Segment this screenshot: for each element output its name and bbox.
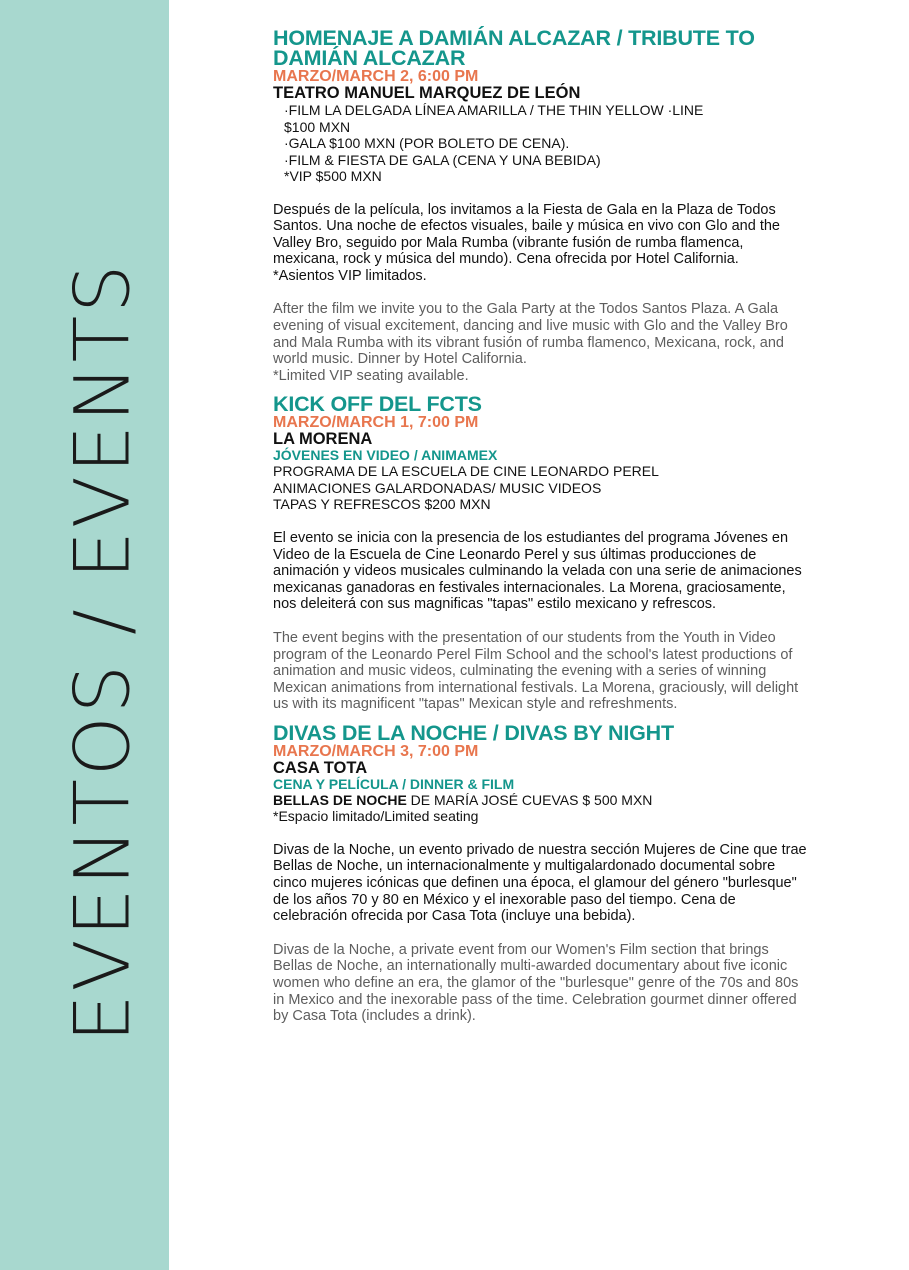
film-title: BELLAS DE NOCHE [273,791,407,808]
event-subtitle: CENA Y PELÍCULA / DINNER & FILM [273,775,515,792]
event-item: *VIP $500 MXN [284,168,382,184]
event-tribute [273,28,808,384]
event-venue: CASA TOTA [273,758,368,777]
note-en: *Limited VIP seating available. [273,367,469,384]
event-title: HOMENAJE A DAMIÁN ALCAZAR / TRIBUTE TO DAMIÁN ALCAZAR [273,26,755,70]
film-details: DE MARÍA JOSÉ CUEVAS $ 500 MXN [406,791,653,808]
event-item: ANIMACIONES GALARDONADAS/ MUSIC VIDEOS [273,479,602,496]
description-en: After the film we invite you to the Gala Party at the Todos Santos Plaza. A Gala evening of visual excitement, dancing and live music with Glo and the Valley Bro and Mala Rumba with its vibrant fusión of rumba flamenco, Mexicana, rock, and world music. Dinner by Hotel California. [273,301,788,368]
event-date: MARZO/MARCH 1, 7:00 PM [273,414,479,432]
event-date: MARZO/MARCH 2, 6:00 PM [273,68,479,85]
event-subtitle: JÓVENES EN VIDEO / ANIMAMEX [273,447,498,464]
events-content [273,28,808,1025]
note-es: *Asientos VIP limitados. [273,267,427,284]
event-item: ·FILM & FIESTA DE GALA (CENA Y UNA BEBIDA) [284,151,601,168]
event-kickoff [273,394,808,712]
description-es: Divas de la Noche, un evento privado de nuestra sección Mujeres de Cine que trae Bellas de Noche, un internacionalmente y multigalardonado documental sobre cinco mujeres icónicas que definen una época, el glamour del género "burlesque" de los años 70 y 80 en México y el inexorable paso del tiempo. Cena de celebración ofrecida por Casa Tota (incluye una bebida). [273,841,807,925]
event-divas [273,720,808,1025]
event-title: KICK OFF DEL FCTS [273,392,482,417]
event-venue: LA MORENA [273,430,373,449]
event-item: ·GALA $100 MXN (POR BOLETO DE CENA). [284,135,570,151]
sidebar [0,0,169,1270]
event-title: DIVAS DE LA NOCHE / DIVAS BY NIGHT [273,720,674,745]
event-item: PROGRAMA DE LA ESCUELA DE CINE LEONARDO PEREL [273,463,659,480]
description-es: Después de la película, los invitamos a la Fiesta de Gala en la Plaza de Todos Santos. Una noche de efectos visuales, baile y música en vivo con Glo and the Valley Bro, seguido por Mala Rumba (vibrante fusión de rumba flamenca, mexicana, rock y música del mundo). Cena ofrecida por Hotel California. [273,201,780,268]
sidebar-title: EVENTOS / EVENTS [57,261,147,1043]
event-date: MARZO/MARCH 3, 7:00 PM [273,742,479,760]
description-en: The event begins with the presentation of our students from the Youth in Video program of the Leonardo Perel Film School and the school's latest productions of animation and music videos, culminating the evening with a series of winning Mexican animations from international festivals. La Morena, graciously, will delight us with its magnificent "tapas" Mexican style and refreshments. [273,629,799,713]
description-en: Divas de la Noche, a private event from our Women's Film section that brings Bellas de Noche, an internationally multi-awarded documentary about five iconic women who define an era, the glamor of the "burlesque" genre of the 70s and 80s in Mexico and the inexorable pass of the time. Celebration gourmet dinner offered by Casa Tota (includes a drink). [273,941,799,1025]
event-venue: TEATRO MANUEL MARQUEZ DE LEÓN [273,84,581,102]
event-film-line [273,792,808,809]
event-item: TAPAS Y REFRESCOS $200 MXN [273,496,491,513]
description-es: El evento se inicia con la presencia de los estudiantes del programa Jóvenes en Video de la Escuela de Cine Leonardo Perel y sus últimas producciones de animación y videos musicales culminando la velada con una serie de animaciones mexicanas ganadoras en festivales internacionales. La Morena, graciosamente, nos deleiterá con sus magnificas "tapas" estilo mexicano y refrescos. [273,529,802,613]
event-item: $100 MXN [284,118,351,135]
event-item: ·FILM LA DELGADA LÍNEA AMARILLA / THE THIN YELLOW ·LINE [284,102,704,118]
event-limited: *Espacio limitado/Limited seating [273,808,479,825]
